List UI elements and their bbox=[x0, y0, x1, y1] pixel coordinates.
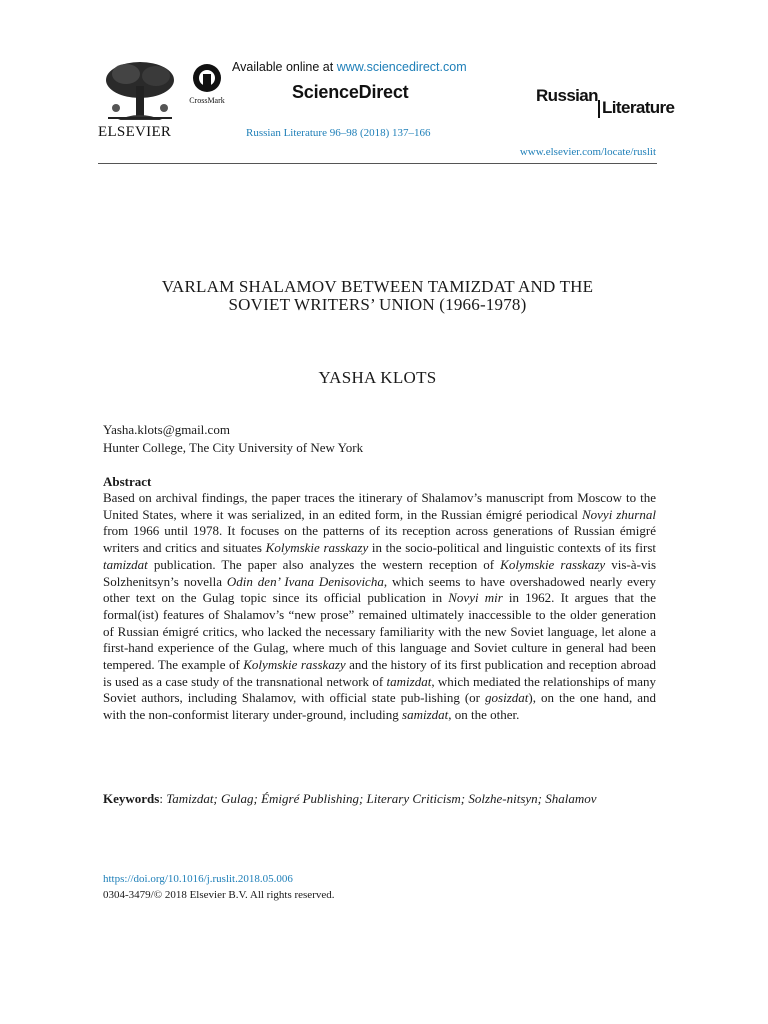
abstract-text: vis-à-vis Solzhenitsyn’s novella bbox=[103, 556, 657, 589]
publisher-name: ELSEVIER bbox=[98, 124, 172, 140]
journal-logo-bar bbox=[598, 100, 600, 118]
abstract-body bbox=[103, 490, 656, 724]
keywords bbox=[103, 791, 656, 808]
available-online bbox=[232, 60, 467, 74]
journal-homepage-link[interactable]: www.elsevier.com/locate/ruslit bbox=[519, 146, 656, 158]
abstract-heading: Abstract bbox=[103, 474, 152, 489]
abstract-italic-term: tamizdat bbox=[103, 556, 148, 572]
sciencedirect-link[interactable]: www.sciencedirect.com bbox=[336, 60, 467, 74]
abstract-text: , which mediated the relationships of many Soviet authors, including Shalamov, with official state pub-lishing (or bbox=[103, 673, 656, 706]
abstract-italic-term: Kolymskie rasskazy bbox=[243, 657, 346, 673]
copyright-notice: 0304-3479/© 2018 Elsevier B.V. All rights reserved. bbox=[103, 889, 335, 901]
author-email[interactable]: Yasha.klots@gmail.com bbox=[103, 422, 230, 437]
journal-citation[interactable]: Russian Literature 96–98 (2018) 137–166 bbox=[246, 127, 431, 139]
doi-link[interactable]: https://doi.org/10.1016/j.ruslit.2018.05.006 bbox=[103, 873, 293, 885]
journal-logo-word1: Russian bbox=[536, 86, 598, 105]
keywords-separator: : bbox=[159, 791, 167, 806]
crossmark-icon bbox=[184, 62, 230, 96]
article-title bbox=[98, 278, 657, 314]
title-line-2: SOVIET WRITERS’ UNION (1966-1978) bbox=[228, 295, 527, 314]
abstract-italic-term: gosizdat bbox=[485, 690, 529, 706]
header-divider bbox=[98, 163, 657, 164]
abstract-text: , on the other. bbox=[448, 707, 520, 723]
author-affiliation: Hunter College, The City University of New York bbox=[103, 440, 364, 455]
abstract-text: Based on archival findings, the paper traces the itinerary of Shalamov’s manuscript from Moscow to the United States, where it was serialized, in an edited form, in the Russian émigré periodical bbox=[103, 490, 656, 522]
sciencedirect-logo: ScienceDirect bbox=[292, 82, 409, 102]
abstract-italic-term: tamizdat bbox=[386, 673, 432, 689]
abstract-text: , which seems to have overshadowed nearly every other text on the Gulag topic since its official publication in bbox=[103, 573, 656, 606]
crossmark-label: CrossMark bbox=[189, 96, 225, 105]
elsevier-tree-icon bbox=[98, 60, 182, 124]
keywords-list: Tamizdat; Gulag; Émigré Publishing; Literary Criticism; Solzhe-nitsyn; Shalamov bbox=[166, 791, 597, 806]
keywords-label: Keywords bbox=[103, 791, 160, 806]
abstract-text: from 1966 until 1978. It focuses on the patterns of its reception across generations of Russian émigré writers and critics and situates bbox=[103, 523, 656, 556]
abstract-italic-term: Kolymskie rasskazy bbox=[500, 556, 606, 572]
title-line-1: VARLAM SHALAMOV BETWEEN TAMIZDAT AND THE bbox=[161, 277, 594, 296]
available-prefix: Available online at bbox=[232, 60, 337, 74]
journal-logo-word2: Literature bbox=[602, 98, 675, 117]
abstract-text: and the history of its first publication and reception abroad is used as a case study of the transnational network of bbox=[103, 657, 656, 689]
abstract-text: publication. The paper also analyzes the western reception of bbox=[147, 556, 501, 572]
abstract-italic-term: Odin den’ Ivana Denisovicha bbox=[226, 573, 384, 589]
abstract-text: in 1962. It argues that the formal(ist) features of Shalamov’s “new prose” remained ultimately inaccessible to the older generation of Russian émigré critics, who lacked the necessary familiarity with the new Soviet language, let alone a first-hand experience of the Gulag, where much of this language and Soviet culture in general had been tempered. The example of bbox=[103, 590, 656, 673]
abstract-italic-term: Novyi zhurnal bbox=[581, 506, 656, 522]
crossmark-badge[interactable] bbox=[184, 62, 230, 110]
elsevier-logo bbox=[98, 60, 182, 142]
abstract-text: in the socio-political and linguistic contexts of its first bbox=[368, 540, 656, 556]
abstract-italic-term: Novyi mir bbox=[448, 590, 503, 606]
abstract-italic-term: samizdat bbox=[402, 707, 449, 723]
abstract-italic-term: Kolymskie rasskazy bbox=[265, 540, 369, 556]
author-name: YASHA KLOTS bbox=[318, 368, 437, 387]
abstract-text: ), on the one hand, and with the non-conformist literary under-ground, including bbox=[103, 690, 656, 723]
